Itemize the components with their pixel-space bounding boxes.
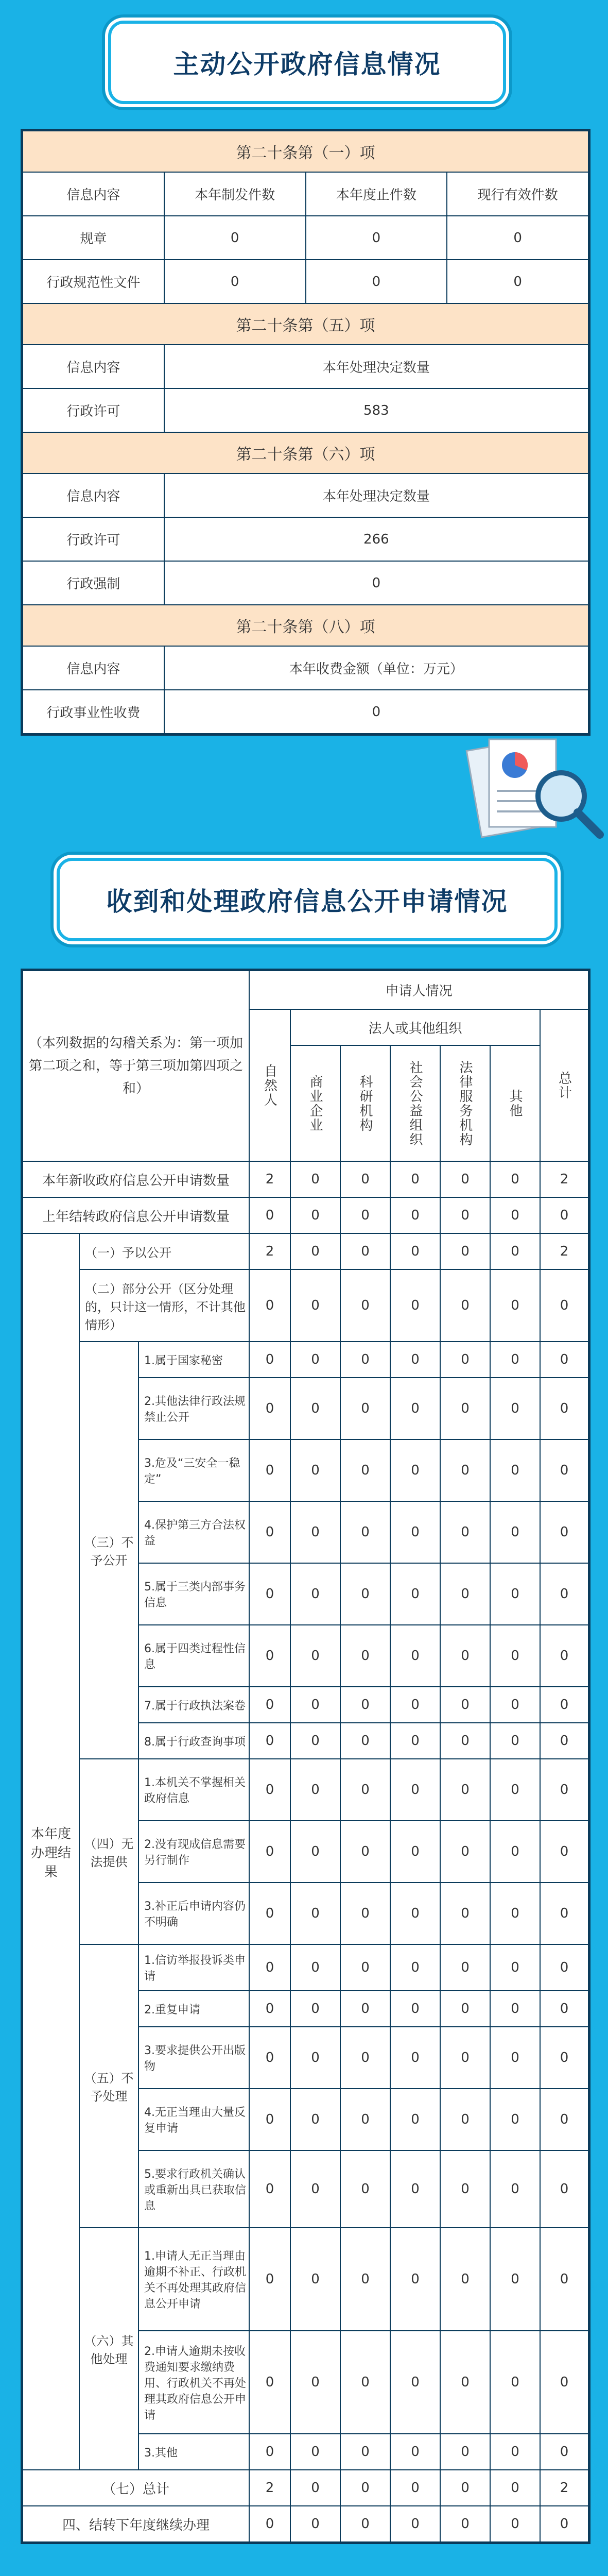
cell: 0 bbox=[249, 2027, 290, 2089]
cell: 0 bbox=[249, 2150, 290, 2228]
cell: 0 bbox=[290, 1233, 340, 1269]
cell: 0 bbox=[490, 1501, 540, 1563]
cell: 0 bbox=[440, 1269, 490, 1342]
cell: 0 bbox=[249, 2228, 290, 2331]
cell: 0 bbox=[540, 1563, 588, 1625]
cell: 0 bbox=[340, 1342, 390, 1378]
cell: 0 bbox=[390, 1439, 440, 1501]
cell: 0 bbox=[249, 1269, 290, 1342]
cell: 0 bbox=[490, 2331, 540, 2434]
documents-magnifier-icon bbox=[458, 724, 607, 848]
cell: 0 bbox=[440, 1944, 490, 1991]
cell: 2 bbox=[249, 2470, 290, 2506]
cell: 0 bbox=[340, 2331, 390, 2434]
cell: 0 bbox=[249, 1991, 290, 2027]
cell: 0 bbox=[340, 1944, 390, 1991]
cell: 0 bbox=[249, 1759, 290, 1821]
cell: 0 bbox=[490, 1233, 540, 1269]
cell: 0 bbox=[490, 1342, 540, 1378]
cell: 0 bbox=[340, 1991, 390, 2027]
col-law: 法律服务机构 bbox=[440, 1045, 490, 1161]
cell: 0 bbox=[249, 1439, 290, 1501]
cell: 0 bbox=[447, 260, 588, 303]
application-handling-table bbox=[21, 969, 590, 2544]
cell: 0 bbox=[249, 2331, 290, 2434]
row-label: 7.属于行政执法案卷 bbox=[138, 1687, 249, 1723]
cell: 0 bbox=[290, 1687, 340, 1723]
cell: 0 bbox=[290, 2470, 340, 2506]
cell: 0 bbox=[440, 1759, 490, 1821]
section-title-1: 主动公开政府信息情况 bbox=[108, 21, 506, 104]
cell: 0 bbox=[340, 1563, 390, 1625]
cell: 0 bbox=[290, 2150, 340, 2228]
row-label: 1.申请人无正当理由逾期不补正、行政机关不再处理其政府信息公开申请 bbox=[138, 2228, 249, 2331]
cell: 0 bbox=[290, 1439, 340, 1501]
cell: 0 bbox=[164, 690, 588, 734]
cell: 0 bbox=[540, 1197, 588, 1233]
cell: 0 bbox=[447, 216, 588, 260]
cell: 0 bbox=[340, 1723, 390, 1759]
col-header: 信息内容 bbox=[23, 646, 164, 690]
row-label: 4.保护第三方合法权益 bbox=[138, 1501, 249, 1563]
cell: 0 bbox=[440, 1439, 490, 1501]
cell: 0 bbox=[390, 1269, 440, 1342]
cell: 0 bbox=[540, 1342, 588, 1378]
cell: 0 bbox=[540, 1759, 588, 1821]
cell: 2 bbox=[249, 1233, 290, 1269]
cell: 583 bbox=[164, 388, 588, 432]
cell: 0 bbox=[540, 2434, 588, 2470]
cell: 0 bbox=[490, 2150, 540, 2228]
proactive-disclosure-table bbox=[21, 129, 590, 736]
cell: 0 bbox=[440, 1821, 490, 1883]
cell: 0 bbox=[490, 1269, 540, 1342]
cell: 0 bbox=[440, 2434, 490, 2470]
cell: 0 bbox=[390, 1501, 440, 1563]
cell: 0 bbox=[540, 1723, 588, 1759]
row-label: 2.申请人逾期未按收费通知要求缴纳费用、行政机关不再处理其政府信息公开申请 bbox=[138, 2331, 249, 2434]
row-label: 规章 bbox=[23, 216, 164, 260]
cell: 0 bbox=[390, 2331, 440, 2434]
cell: 0 bbox=[490, 2089, 540, 2150]
cell: 0 bbox=[390, 2228, 440, 2331]
cell: 0 bbox=[390, 2506, 440, 2542]
cell: 0 bbox=[290, 1723, 340, 1759]
cell: 0 bbox=[390, 2027, 440, 2089]
cell: 0 bbox=[290, 2089, 340, 2150]
cell: 0 bbox=[249, 1378, 290, 1439]
cell: 0 bbox=[490, 1687, 540, 1723]
row-label: 3.要求提供公开出版物 bbox=[138, 2027, 249, 2089]
row-label: （二）部分公开（区分处理的，只计这一情形，不计其他情形） bbox=[79, 1269, 249, 1342]
col-legal: 法人或其他组织 bbox=[290, 1009, 540, 1045]
cell: 0 bbox=[490, 1563, 540, 1625]
col-header: 信息内容 bbox=[23, 172, 164, 216]
cell: 0 bbox=[340, 1501, 390, 1563]
cell: 0 bbox=[490, 2027, 540, 2089]
cell: 0 bbox=[490, 1378, 540, 1439]
cell: 0 bbox=[290, 2434, 340, 2470]
cell: 0 bbox=[390, 1563, 440, 1625]
cell: 0 bbox=[440, 2228, 490, 2331]
cell: 0 bbox=[249, 1563, 290, 1625]
cell: 0 bbox=[164, 561, 588, 605]
cell: 0 bbox=[390, 1821, 440, 1883]
cell: 0 bbox=[340, 1821, 390, 1883]
col-header: 本年处理决定数量 bbox=[164, 473, 588, 517]
row-label: 本年新收政府信息公开申请数量 bbox=[23, 1161, 249, 1197]
cell: 0 bbox=[340, 2150, 390, 2228]
cell: 0 bbox=[540, 1378, 588, 1439]
cell: 0 bbox=[249, 1821, 290, 1883]
group-label: （三）不予公开 bbox=[79, 1342, 138, 1759]
cell: 0 bbox=[540, 1883, 588, 1944]
cell: 0 bbox=[390, 1723, 440, 1759]
cell: 0 bbox=[540, 1625, 588, 1687]
cell: 0 bbox=[540, 2331, 588, 2434]
row-label: 行政强制 bbox=[23, 561, 164, 605]
cell: 0 bbox=[540, 2089, 588, 2150]
cell: 0 bbox=[340, 2470, 390, 2506]
cell: 0 bbox=[249, 1723, 290, 1759]
cell: 0 bbox=[249, 1342, 290, 1378]
cell: 0 bbox=[340, 1269, 390, 1342]
cell: 0 bbox=[290, 1625, 340, 1687]
row-label: 四、结转下年度继续办理 bbox=[23, 2506, 249, 2542]
cell: 0 bbox=[390, 2150, 440, 2228]
cell: 0 bbox=[390, 2434, 440, 2470]
row-label: 行政规范性文件 bbox=[23, 260, 164, 303]
cell: 0 bbox=[440, 1233, 490, 1269]
cell: 2 bbox=[249, 1161, 290, 1197]
row-label: 1.信访举报投诉类申请 bbox=[138, 1944, 249, 1991]
cell: 0 bbox=[249, 2434, 290, 2470]
cell: 0 bbox=[340, 2228, 390, 2331]
col-header: 现行有效件数 bbox=[447, 172, 588, 216]
cell: 0 bbox=[540, 1439, 588, 1501]
row-label: 6.属于四类过程性信息 bbox=[138, 1625, 249, 1687]
row-label: 2.其他法律行政法规禁止公开 bbox=[138, 1378, 249, 1439]
cell: 0 bbox=[340, 2027, 390, 2089]
cell: 0 bbox=[340, 1759, 390, 1821]
cell: 0 bbox=[540, 2506, 588, 2542]
cell: 0 bbox=[440, 1501, 490, 1563]
group-label: （六）其他处理 bbox=[79, 2228, 138, 2470]
cell: 0 bbox=[340, 1883, 390, 1944]
cell: 0 bbox=[440, 2331, 490, 2434]
cell: 0 bbox=[440, 1723, 490, 1759]
row-label: 1.属于国家秘密 bbox=[138, 1342, 249, 1378]
section-header-5: 第二十条第（五）项 bbox=[23, 303, 588, 345]
row-label: 3.危及“三安全一稳定” bbox=[138, 1439, 249, 1501]
cell: 0 bbox=[390, 1625, 440, 1687]
cell: 0 bbox=[490, 1723, 540, 1759]
cell: 2 bbox=[540, 1161, 588, 1197]
col-header: 本年处理决定数量 bbox=[164, 345, 588, 388]
cell: 0 bbox=[249, 1883, 290, 1944]
cell: 0 bbox=[390, 1197, 440, 1233]
cell: 0 bbox=[290, 1759, 340, 1821]
cell: 0 bbox=[290, 1991, 340, 2027]
row-label: 行政许可 bbox=[23, 517, 164, 561]
cell: 0 bbox=[490, 1439, 540, 1501]
section-header-6: 第二十条第（六）项 bbox=[23, 432, 588, 473]
cell: 0 bbox=[440, 1197, 490, 1233]
section-title-2: 收到和处理政府信息公开申请情况 bbox=[57, 858, 558, 941]
cell: 0 bbox=[340, 1161, 390, 1197]
cell: 0 bbox=[249, 1625, 290, 1687]
cell: 0 bbox=[540, 1991, 588, 2027]
cell: 0 bbox=[390, 1991, 440, 2027]
result-group: 本年度办理结果 bbox=[23, 1233, 79, 2470]
row-label: 4.无正当理由大量反复申请 bbox=[138, 2089, 249, 2150]
cell: 0 bbox=[540, 1269, 588, 1342]
note-cell: （本列数据的勾稽关系为：第一项加第二项之和，等于第三项加第四项之和） bbox=[23, 971, 249, 1161]
section-header-1: 第二十条第（一）项 bbox=[23, 131, 588, 172]
cell: 0 bbox=[290, 1944, 340, 1991]
cell: 0 bbox=[390, 1883, 440, 1944]
cell: 0 bbox=[290, 1161, 340, 1197]
cell: 0 bbox=[490, 2228, 540, 2331]
cell: 0 bbox=[440, 1991, 490, 2027]
cell: 0 bbox=[440, 2027, 490, 2089]
cell: 0 bbox=[490, 1759, 540, 1821]
cell: 0 bbox=[440, 1687, 490, 1723]
cell: 0 bbox=[290, 1197, 340, 1233]
col-social: 社会公益组织 bbox=[390, 1045, 440, 1161]
cell: 0 bbox=[440, 2470, 490, 2506]
col-header: 本年制发件数 bbox=[164, 172, 306, 216]
group-label: （四）无法提供 bbox=[79, 1759, 138, 1944]
cell: 0 bbox=[540, 2150, 588, 2228]
cell: 0 bbox=[490, 1991, 540, 2027]
cell: 0 bbox=[490, 1161, 540, 1197]
cell: 0 bbox=[390, 1378, 440, 1439]
col-header: 信息内容 bbox=[23, 345, 164, 388]
cell: 0 bbox=[340, 1625, 390, 1687]
cell: 0 bbox=[440, 1342, 490, 1378]
cell: 0 bbox=[490, 1883, 540, 1944]
row-label: （七）总计 bbox=[23, 2470, 249, 2506]
cell: 0 bbox=[440, 2506, 490, 2542]
cell: 0 bbox=[390, 1944, 440, 1991]
row-label: 2.重复申请 bbox=[138, 1991, 249, 2027]
cell: 0 bbox=[540, 2228, 588, 2331]
cell: 0 bbox=[440, 2089, 490, 2150]
cell: 0 bbox=[249, 1944, 290, 1991]
cell: 0 bbox=[306, 260, 447, 303]
cell: 0 bbox=[249, 1197, 290, 1233]
cell: 0 bbox=[390, 1233, 440, 1269]
cell: 0 bbox=[340, 2089, 390, 2150]
row-label: 2.没有现成信息需要另行制作 bbox=[138, 1821, 249, 1883]
cell: 0 bbox=[540, 2027, 588, 2089]
col-header: 信息内容 bbox=[23, 473, 164, 517]
cell: 0 bbox=[490, 1197, 540, 1233]
cell: 0 bbox=[249, 2506, 290, 2542]
cell: 0 bbox=[390, 1342, 440, 1378]
cell: 0 bbox=[490, 2470, 540, 2506]
col-research: 科研机构 bbox=[340, 1045, 390, 1161]
cell: 0 bbox=[440, 1625, 490, 1687]
cell: 0 bbox=[290, 2331, 340, 2434]
cell: 0 bbox=[490, 1625, 540, 1687]
row-label: 3.其他 bbox=[138, 2434, 249, 2470]
cell: 0 bbox=[290, 1501, 340, 1563]
cell: 0 bbox=[390, 1687, 440, 1723]
row-label: 上年结转政府信息公开申请数量 bbox=[23, 1197, 249, 1233]
row-label: 8.属于行政查询事项 bbox=[138, 1723, 249, 1759]
cell: 0 bbox=[340, 1233, 390, 1269]
cell: 0 bbox=[340, 2434, 390, 2470]
cell: 0 bbox=[340, 1439, 390, 1501]
row-label: 5.属于三类内部事务信息 bbox=[138, 1563, 249, 1625]
cell: 0 bbox=[540, 1501, 588, 1563]
col-header: 本年度止件数 bbox=[306, 172, 447, 216]
cell: 0 bbox=[340, 2506, 390, 2542]
cell: 0 bbox=[290, 1342, 340, 1378]
cell: 0 bbox=[249, 1687, 290, 1723]
cell: 0 bbox=[390, 1161, 440, 1197]
col-other: 其他 bbox=[490, 1045, 540, 1161]
cell: 0 bbox=[440, 1563, 490, 1625]
cell: 0 bbox=[540, 1687, 588, 1723]
cell: 266 bbox=[164, 517, 588, 561]
cell: 0 bbox=[164, 260, 306, 303]
cell: 0 bbox=[290, 1378, 340, 1439]
cell: 0 bbox=[340, 1378, 390, 1439]
cell: 0 bbox=[290, 1269, 340, 1342]
cell: 2 bbox=[540, 2470, 588, 2506]
cell: 0 bbox=[290, 2228, 340, 2331]
cell: 0 bbox=[440, 1883, 490, 1944]
col-biz: 商业企业 bbox=[290, 1045, 340, 1161]
cell: 0 bbox=[440, 2150, 490, 2228]
cell: 0 bbox=[340, 1197, 390, 1233]
cell: 0 bbox=[490, 2434, 540, 2470]
cell: 0 bbox=[390, 2470, 440, 2506]
cell: 0 bbox=[490, 2506, 540, 2542]
cell: 0 bbox=[306, 216, 447, 260]
cell: 0 bbox=[290, 1821, 340, 1883]
group-label: （五）不予处理 bbox=[79, 1944, 138, 2228]
row-label: 3.补正后申请内容仍不明确 bbox=[138, 1883, 249, 1944]
cell: 0 bbox=[390, 1759, 440, 1821]
cell: 0 bbox=[540, 1821, 588, 1883]
cell: 0 bbox=[290, 2506, 340, 2542]
col-natural: 自然人 bbox=[249, 1009, 290, 1161]
cell: 0 bbox=[290, 2027, 340, 2089]
row-label: 行政事业性收费 bbox=[23, 690, 164, 734]
cell: 0 bbox=[290, 1563, 340, 1625]
row-label: 5.要求行政机关确认或重新出具已获取信息 bbox=[138, 2150, 249, 2228]
section-header-8: 第二十条第（八）项 bbox=[23, 605, 588, 646]
cell: 0 bbox=[164, 216, 306, 260]
col-total: 总计 bbox=[540, 1009, 588, 1161]
cell: 0 bbox=[340, 1687, 390, 1723]
cell: 0 bbox=[440, 1161, 490, 1197]
cell: 0 bbox=[249, 2089, 290, 2150]
row-label: 1.本机关不掌握相关政府信息 bbox=[138, 1759, 249, 1821]
cell: 0 bbox=[440, 1378, 490, 1439]
applicant-header: 申请人情况 bbox=[249, 971, 588, 1009]
cell: 2 bbox=[540, 1233, 588, 1269]
cell: 0 bbox=[490, 1821, 540, 1883]
cell: 0 bbox=[249, 1501, 290, 1563]
cell: 0 bbox=[490, 1944, 540, 1991]
col-header: 本年收费金额（单位：万元） bbox=[164, 646, 588, 690]
cell: 0 bbox=[390, 2089, 440, 2150]
row-label: 行政许可 bbox=[23, 388, 164, 432]
row-label: （一）予以公开 bbox=[79, 1233, 249, 1269]
cell: 0 bbox=[540, 1944, 588, 1991]
cell: 0 bbox=[290, 1883, 340, 1944]
